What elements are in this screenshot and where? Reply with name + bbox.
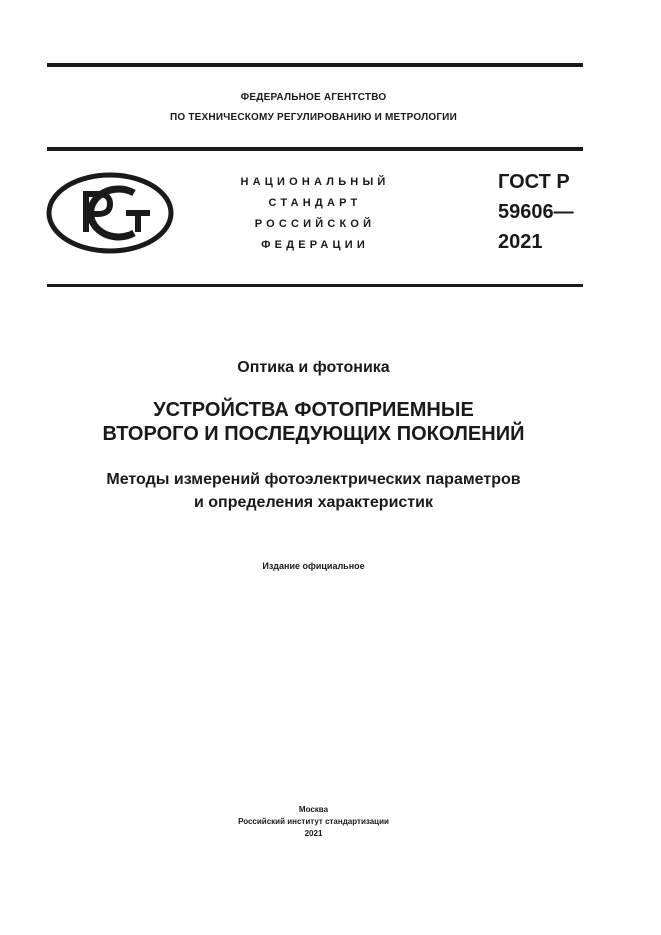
imprint-year: 2021 <box>304 829 323 838</box>
agency-line-2: ПО ТЕХНИЧЕСКОМУ РЕГУЛИРОВАНИЮ И МЕТРОЛОГИИ <box>170 112 457 123</box>
title-line-1: УСТРОЙСТВА ФОТОПРИЕМНЫЕ <box>153 399 474 421</box>
gost-number <box>498 167 574 257</box>
top-rule <box>47 63 583 67</box>
header-rule <box>47 147 583 151</box>
rst-certification-logo-icon <box>46 172 174 254</box>
document-topic: Оптика и фотоника <box>237 359 390 376</box>
gost-line-2: 59606— <box>498 201 574 223</box>
imprint-publisher: Российский институт стандартизации <box>238 817 389 826</box>
subtitle-line-2: и определения характеристик <box>194 494 433 511</box>
edition-label: Издание официальное <box>262 561 365 571</box>
imprint-city: Москва <box>298 805 329 814</box>
national-line-3: РОССИЙСКОЙ <box>254 218 376 230</box>
gost-line-3: 2021 <box>498 231 543 253</box>
national-line-2: СТАНДАРТ <box>268 197 362 209</box>
document-subtitle <box>0 468 644 514</box>
national-standard-block <box>225 172 405 256</box>
subtitle-line-1: Методы измерений фотоэлектрических параметров <box>106 471 521 488</box>
bottom-header-rule <box>47 284 583 287</box>
title-line-2: ВТОРОГО И ПОСЛЕДУЮЩИХ ПОКОЛЕНИЙ <box>102 423 525 445</box>
document-title <box>0 398 644 446</box>
agency-line-1: ФЕДЕРАЛЬНОЕ АГЕНТСТВО <box>240 92 387 103</box>
national-line-1: НАЦИОНАЛЬНЫЙ <box>240 176 390 188</box>
gost-line-1: ГОСТ Р <box>498 171 570 193</box>
imprint <box>0 804 644 840</box>
national-line-4: ФЕДЕРАЦИИ <box>261 239 369 251</box>
